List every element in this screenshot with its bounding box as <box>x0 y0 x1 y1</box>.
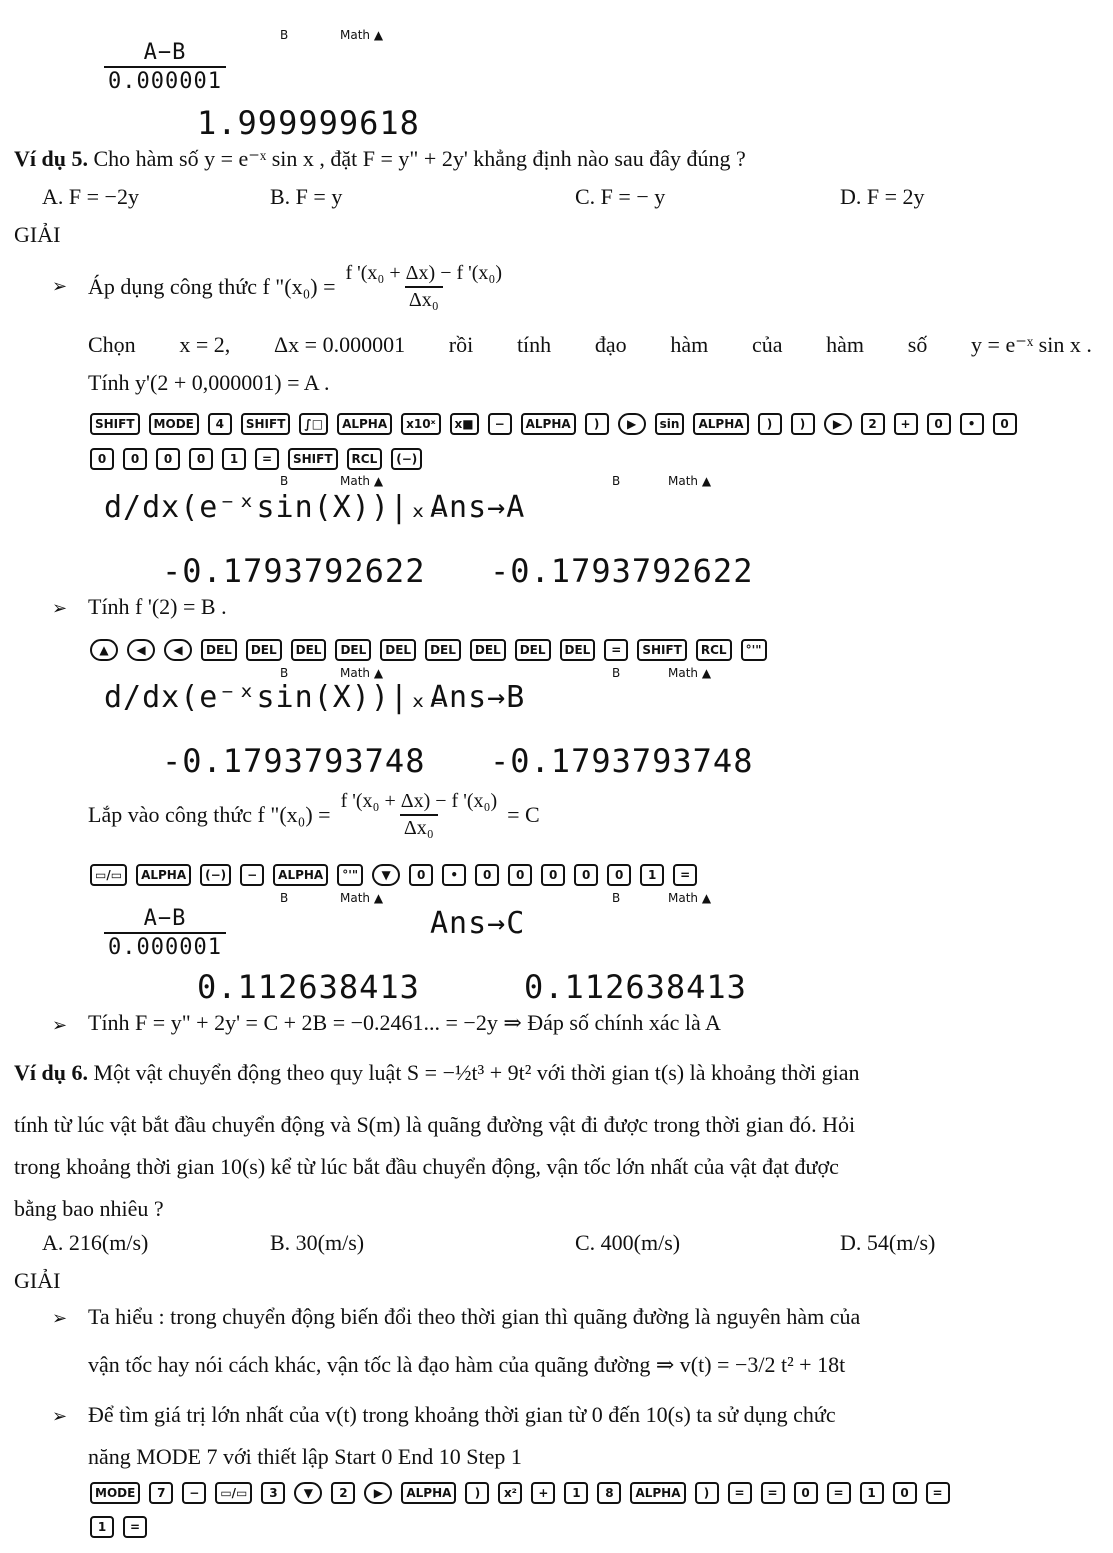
step1-fraction <box>342 262 507 312</box>
conclusion: Tính F = y" + 2y' = C + 2B = −0.2461... = −2y ⇒ Đáp số chính xác là A <box>88 1010 721 1035</box>
lcd-value-right: -0.1793793748 <box>490 742 754 780</box>
indicator-math: Math ▲ <box>668 474 712 488</box>
calculator-key: 7 <box>149 1482 173 1504</box>
calculator-key: 0 <box>90 448 114 470</box>
lcd-fraction <box>104 906 226 960</box>
word: rồi <box>448 332 474 357</box>
indicator-b: B <box>280 28 289 42</box>
indicator-b: B <box>280 891 289 905</box>
arrow-bullet-icon: ➢ <box>52 276 68 297</box>
bullet2-line1: Để tìm giá trị lớn nhất của v(t) trong khoảng thời gian từ 0 đến 10(s) ta sử dụng chức <box>88 1402 836 1427</box>
calculator-key: 0 <box>574 864 598 886</box>
indicator-math: Math ▲ <box>340 666 384 680</box>
step1-line3: Tính y'(2 + 0,000001) = A . <box>88 370 330 395</box>
calculator-key: 0 <box>156 448 180 470</box>
example6-line1 <box>14 1060 860 1086</box>
step1-formula <box>88 262 506 312</box>
lcd-store: Ans→C <box>430 906 526 941</box>
example6-line2: tính từ lúc vật bắt đầu chuyển động và S(m) là quãng đường vật đi được trong thời gian đó. Hỏi <box>14 1112 856 1137</box>
calculator-key: 1 <box>90 1516 114 1538</box>
calculator-key: = <box>926 1482 950 1504</box>
calculator-key: = <box>728 1482 752 1504</box>
lcd-store: Ans→B <box>430 680 526 715</box>
numerator: A−B <box>143 40 187 65</box>
calculator-key: ) <box>758 413 782 435</box>
indicator-math: Math ▲ <box>668 891 712 905</box>
word: Chọn <box>88 332 136 357</box>
calculator-key: ◀ <box>127 639 155 661</box>
calculator-key: °'" <box>741 639 767 661</box>
indicator-math: Math ▲ <box>668 666 712 680</box>
lcd-value-right: 0.112638413 <box>524 968 747 1006</box>
indicator-b: B <box>280 474 289 488</box>
calculator-key: 0 <box>607 864 631 886</box>
word: hàm <box>826 332 865 357</box>
calculator-key: ◀ <box>164 639 192 661</box>
calculator-key: 1 <box>564 1482 588 1504</box>
calculator-key: 8 <box>597 1482 621 1504</box>
calculator-key: 1 <box>860 1482 884 1504</box>
step3-formula <box>88 790 540 840</box>
lcd-expression: d/dx(e⁻ˣsin(X))|ₓ₌ <box>104 490 448 525</box>
calculator-key: = <box>673 864 697 886</box>
calculator-key: − <box>240 864 264 886</box>
calculator-key: ALPHA <box>630 1482 685 1504</box>
calculator-key: ▲ <box>90 639 118 661</box>
calculator-key: 4 <box>208 413 232 435</box>
step1-denominator: Δx₀ <box>405 286 443 312</box>
calculator-key: ▶ <box>824 413 852 435</box>
option-d: D. 54(m/s) <box>840 1230 936 1255</box>
calculator-key: ▶ <box>618 413 646 435</box>
word: x = 2, <box>179 332 231 357</box>
calculator-key: ) <box>465 1482 489 1504</box>
lcd-value-right: -0.1793792622 <box>490 552 754 590</box>
lcd-value-left: -0.1793793748 <box>162 742 426 780</box>
lcd-store: Ans→A <box>430 490 526 525</box>
calculator-key: SHIFT <box>637 639 687 661</box>
fraction <box>104 40 226 94</box>
calculator-key: = <box>123 1516 147 1538</box>
calculator-key: ▭/▭ <box>90 864 127 886</box>
indicator-math: Math ▲ <box>340 474 384 488</box>
calculator-key: ▶ <box>364 1482 392 1504</box>
denominator: 0.000001 <box>104 932 226 960</box>
step2: Tính f '(2) = B . <box>88 594 227 619</box>
bullet2-line2: năng MODE 7 với thiết lập Start 0 End 10 Step 1 <box>88 1444 522 1469</box>
calculator-key: SHIFT <box>241 413 291 435</box>
lcd-value-left: 0.112638413 <box>197 968 420 1006</box>
step3-denominator: Δx₀ <box>400 814 438 840</box>
bullet1-line2: vận tốc hay nói cách khác, vận tốc là đạo hàm của quãng đường ⇒ v(t) = −3/2 t² + 18t <box>88 1352 846 1377</box>
calculator-key: DEL <box>246 639 282 661</box>
step1-line2 <box>88 332 1092 358</box>
calculator-key: DEL <box>470 639 506 661</box>
calculator-key: 2 <box>331 1482 355 1504</box>
calculator-key: DEL <box>425 639 461 661</box>
solution-heading: GIẢI <box>14 1268 61 1293</box>
indicator-math: Math ▲ <box>340 891 384 905</box>
step1-numerator: f '(x₀ + Δx) − f '(x₀) <box>345 262 503 284</box>
example5-question-line <box>14 146 746 172</box>
option-b: B. 30(m/s) <box>270 1230 365 1255</box>
solution-heading: GIẢI <box>14 222 61 247</box>
calculator-key: 2 <box>861 413 885 435</box>
calculator-key: ALPHA <box>521 413 576 435</box>
calculator-key: • <box>442 864 466 886</box>
bullet1-line1: Ta hiểu : trong chuyển động biến đổi theo thời gian thì quãng đường là nguyên hàm của <box>88 1304 861 1329</box>
calculator-key: MODE <box>90 1482 140 1504</box>
calculator-key: = <box>827 1482 851 1504</box>
calculator-key: ALPHA <box>693 413 748 435</box>
calculator-key: 0 <box>893 1482 917 1504</box>
calculator-key: 0 <box>475 864 499 886</box>
option-c: C. F = − y <box>575 184 666 209</box>
denominator: 0.000001 <box>104 66 226 94</box>
calculator-key: ▭/▭ <box>215 1482 252 1504</box>
example6-line3: trong khoảng thời gian 10(s) kể từ lúc bắt đầu chuyển động, vận tốc lớn nhất của vật đạt được <box>14 1154 839 1179</box>
arrow-bullet-icon: ➢ <box>52 1406 68 1427</box>
calculator-key: 1 <box>222 448 246 470</box>
calculator-key: • <box>960 413 984 435</box>
option-c: C. 400(m/s) <box>575 1230 681 1255</box>
indicator-b: B <box>280 666 289 680</box>
calculator-key: RCL <box>696 639 732 661</box>
keys-row-5 <box>90 1482 959 1504</box>
step1-prefix: Áp dụng công thức f "(x₀) = <box>88 274 336 299</box>
word: Δx = 0.000001 <box>274 332 406 357</box>
calculator-key: RCL <box>347 448 383 470</box>
calculator-key: x² <box>498 1482 522 1504</box>
keys-row-2 <box>90 448 431 470</box>
keys-row-6 <box>90 1516 156 1538</box>
lcd-value-left: -0.1793792622 <box>162 552 426 590</box>
lcd-expression: d/dx(e⁻ˣsin(X))|ₓ₌ <box>104 680 448 715</box>
calculator-key: SHIFT <box>288 448 338 470</box>
calculator-key: 0 <box>508 864 532 886</box>
example6-text: Một vật chuyển động theo quy luật S = −½t³ + 9t² với thời gian t(s) là khoảng thời gian <box>93 1060 860 1085</box>
calculator-key: SHIFT <box>90 413 140 435</box>
calculator-key: MODE <box>149 413 199 435</box>
calculator-key: = <box>761 1482 785 1504</box>
calculator-key: ) <box>791 413 815 435</box>
calculator-key: 0 <box>794 1482 818 1504</box>
calculator-key: ▼ <box>294 1482 322 1504</box>
calculator-key: DEL <box>380 639 416 661</box>
calculator-key: 0 <box>189 448 213 470</box>
calculator-key: 0 <box>123 448 147 470</box>
calculator-key: = <box>255 448 279 470</box>
calculator-key: °'" <box>337 864 363 886</box>
calculator-key: (−) <box>391 448 422 470</box>
step3-suffix: = C <box>507 802 540 827</box>
step3-numerator: f '(x₀ + Δx) − f '(x₀) <box>340 790 498 812</box>
calculator-key: ) <box>695 1482 719 1504</box>
lcd-screen-1 <box>104 40 226 94</box>
calculator-key: 3 <box>261 1482 285 1504</box>
calculator-key: x10ˣ <box>401 413 440 435</box>
calculator-key: ▼ <box>372 864 400 886</box>
calculator-key: DEL <box>560 639 596 661</box>
arrow-bullet-icon: ➢ <box>52 1015 68 1036</box>
calculator-key: (−) <box>200 864 231 886</box>
calculator-key: − <box>182 1482 206 1504</box>
keys-row-1 <box>90 413 1026 435</box>
calculator-key: + <box>894 413 918 435</box>
calculator-key: 0 <box>409 864 433 886</box>
indicator-b: B <box>612 666 621 680</box>
step3-fraction <box>337 790 502 840</box>
example6-label: Ví dụ 6. <box>14 1060 88 1085</box>
calculator-key: ) <box>585 413 609 435</box>
calculator-key: 0 <box>927 413 951 435</box>
keys-row-4 <box>90 864 706 886</box>
option-b: B. F = y <box>270 184 343 209</box>
indicator-b: B <box>612 891 621 905</box>
option-d: D. F = 2y <box>840 184 925 209</box>
option-a: A. F = −2y <box>42 184 139 209</box>
calculator-key: ∫□ <box>299 413 328 435</box>
word: tính <box>516 332 552 357</box>
arrow-bullet-icon: ➢ <box>52 598 68 619</box>
calculator-key: + <box>531 1482 555 1504</box>
calculator-key: 0 <box>993 413 1017 435</box>
indicator-b: B <box>612 474 621 488</box>
calculator-key: x■ <box>450 413 479 435</box>
word: của <box>751 332 783 357</box>
word: số <box>907 332 928 357</box>
option-a: A. 216(m/s) <box>42 1230 149 1255</box>
calculator-key: DEL <box>291 639 327 661</box>
calculator-key: DEL <box>201 639 237 661</box>
keys-row-3 <box>90 639 776 661</box>
word: hàm <box>670 332 709 357</box>
calculator-key: = <box>604 639 628 661</box>
example6-line4: bằng bao nhiêu ? <box>14 1196 164 1221</box>
example5-question: Cho hàm số y = e⁻ˣ sin x , đặt F = y" + 2y' khẳng định nào sau đây đúng ? <box>93 146 746 171</box>
calculator-key: sin <box>655 413 685 435</box>
calculator-key: DEL <box>335 639 371 661</box>
word: đạo <box>594 332 627 357</box>
indicator-math: Math ▲ <box>340 28 384 42</box>
calculator-key: DEL <box>515 639 551 661</box>
calculator-key: − <box>488 413 512 435</box>
example5-label: Ví dụ 5. <box>14 146 88 171</box>
calculator-key: ALPHA <box>273 864 328 886</box>
calculator-key: ALPHA <box>401 1482 456 1504</box>
numerator: A−B <box>143 906 187 931</box>
calculator-key: 0 <box>541 864 565 886</box>
lcd-result: 1.999999618 <box>197 104 420 142</box>
calculator-key: 1 <box>640 864 664 886</box>
word: y = e⁻ˣ sin x . <box>971 332 1092 357</box>
arrow-bullet-icon: ➢ <box>52 1308 68 1329</box>
step3-prefix: Lắp vào công thức f "(x₀) = <box>88 802 331 827</box>
calculator-key: ALPHA <box>337 413 392 435</box>
calculator-key: ALPHA <box>136 864 191 886</box>
